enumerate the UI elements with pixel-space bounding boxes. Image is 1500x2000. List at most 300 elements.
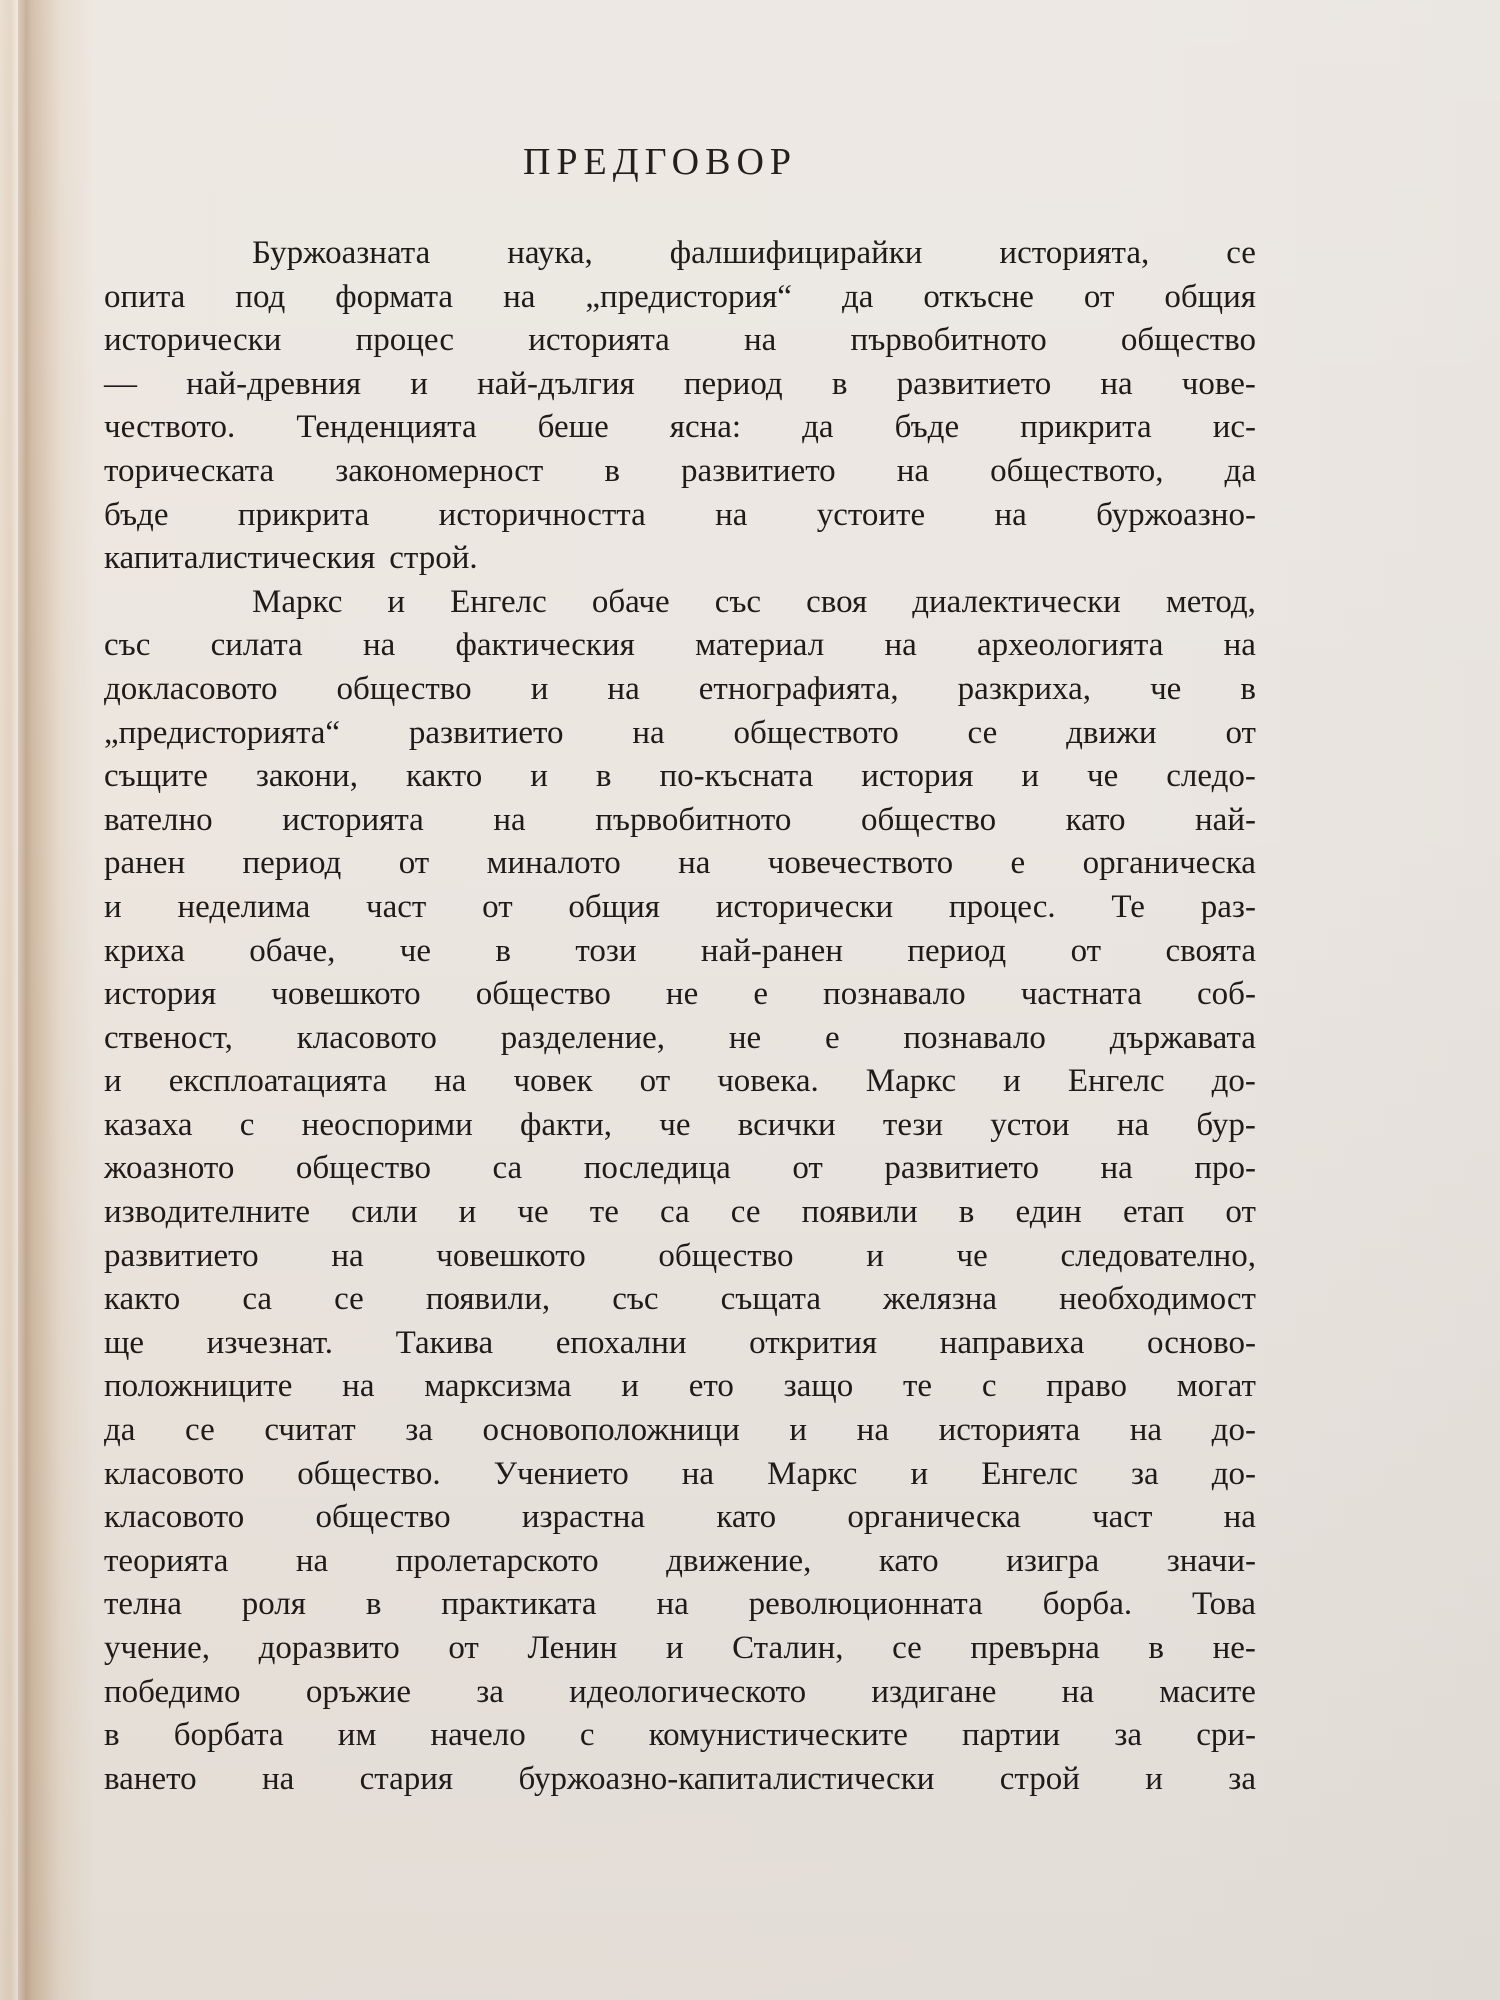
word: до-: [1211, 1412, 1256, 1449]
text-line: [104, 973, 1256, 1017]
word: идеологическото: [569, 1673, 807, 1710]
word: формата: [335, 278, 454, 315]
word: право: [1046, 1368, 1127, 1405]
word: следователно,: [1060, 1237, 1256, 1274]
text-line: [104, 1409, 1256, 1453]
word: своята: [1165, 932, 1256, 969]
word: движение,: [666, 1542, 812, 1579]
word: появили,: [425, 1281, 551, 1318]
word: докласовото: [104, 670, 278, 707]
word: и: [410, 365, 428, 402]
word: историята,: [999, 235, 1150, 271]
word: органическа: [847, 1499, 1021, 1536]
word: със: [104, 627, 151, 664]
word: неделима: [177, 888, 311, 925]
word: не: [728, 1019, 762, 1056]
text-line: [104, 1583, 1256, 1627]
word: и: [104, 888, 122, 925]
word: държавата: [1109, 1019, 1256, 1056]
word: партии: [962, 1717, 1061, 1754]
word: на: [1100, 1150, 1133, 1187]
word: един: [1015, 1194, 1082, 1231]
word: на: [1223, 627, 1256, 664]
word: фактическия: [455, 627, 635, 664]
word: Това: [1191, 1586, 1256, 1623]
word: етап: [1122, 1194, 1185, 1231]
word: най-ранен: [700, 932, 843, 969]
word: период: [242, 845, 342, 882]
word: като: [716, 1499, 777, 1536]
word: могат: [1176, 1368, 1256, 1405]
word: на: [1116, 1106, 1150, 1143]
word: практиката: [441, 1586, 597, 1623]
word: раз-: [1200, 888, 1256, 925]
word: те: [903, 1368, 933, 1405]
word: положниците: [104, 1368, 293, 1405]
text-line: [104, 1496, 1256, 1540]
word: закони,: [255, 758, 358, 795]
word: ще: [104, 1324, 145, 1361]
word: изигра: [1006, 1542, 1100, 1579]
text-line: [104, 1147, 1256, 1191]
word: превърна: [970, 1630, 1100, 1666]
word: човечеството: [767, 845, 954, 882]
word: история: [861, 758, 974, 795]
word: на: [994, 496, 1027, 533]
word: общество: [315, 1499, 451, 1536]
word: значи-: [1166, 1542, 1256, 1579]
word: бур-: [1196, 1106, 1256, 1143]
text-line: [104, 930, 1256, 974]
word: на: [503, 278, 536, 315]
word: са: [242, 1281, 273, 1318]
word: на: [342, 1368, 375, 1405]
word: е: [1010, 845, 1026, 882]
word: и: [1145, 1760, 1163, 1797]
word: и: [1003, 1063, 1021, 1100]
word: диалектически: [912, 583, 1121, 620]
word: и: [910, 1455, 929, 1492]
word: се: [334, 1281, 364, 1318]
word: изводителните: [104, 1194, 310, 1231]
word: на: [744, 322, 777, 359]
word: факти,: [520, 1106, 612, 1143]
word: общество: [860, 801, 997, 838]
word: Буржоазната: [252, 235, 431, 271]
word: появили: [801, 1194, 918, 1231]
word: че: [517, 1194, 549, 1231]
word: защо: [783, 1368, 854, 1405]
word: епохални: [555, 1324, 687, 1361]
text-line: [104, 319, 1256, 363]
word: Сталин,: [732, 1630, 844, 1666]
word: Маркс: [767, 1455, 858, 1492]
word: ис-: [1212, 409, 1256, 446]
page-gutter-shadow: [18, 0, 32, 2000]
word: направиха: [939, 1324, 1085, 1361]
word: ясна:: [669, 409, 742, 446]
word: на: [678, 845, 711, 882]
word: учение,: [104, 1630, 210, 1666]
word: силата: [210, 627, 303, 664]
word: да: [802, 409, 834, 446]
word: те: [589, 1194, 619, 1231]
word: Енгелс: [1067, 1063, 1165, 1100]
word: оръжие: [305, 1673, 411, 1710]
word: общество: [336, 670, 472, 707]
word: в: [495, 932, 511, 969]
word: на: [607, 670, 640, 707]
word: своя: [806, 583, 868, 620]
word: че: [399, 932, 432, 969]
word: същата: [720, 1281, 821, 1318]
word: етнографията,: [698, 670, 899, 707]
word: историчността: [438, 496, 646, 533]
word: телна: [104, 1586, 182, 1623]
word: в: [958, 1194, 975, 1231]
word: и: [530, 670, 549, 707]
word: изчезнат.: [206, 1324, 334, 1361]
word: осново-: [1146, 1324, 1256, 1361]
word: развитието: [408, 714, 564, 751]
word: човешкото: [271, 976, 421, 1013]
word: считат: [264, 1412, 356, 1449]
word: пролетарското: [395, 1542, 599, 1579]
word: от: [448, 1630, 479, 1666]
word: класовото: [104, 1499, 245, 1536]
word: комунистическите: [648, 1717, 908, 1754]
word: масите: [1159, 1673, 1256, 1710]
word: частната: [1020, 976, 1142, 1013]
word: и: [387, 583, 406, 620]
word: от: [639, 1063, 671, 1100]
text-line: [104, 1191, 1256, 1235]
word: процес: [355, 322, 454, 359]
word: познавало: [903, 1019, 1046, 1056]
word: на: [884, 627, 917, 664]
word: най-: [1195, 801, 1256, 838]
word: про-: [1194, 1150, 1256, 1187]
word: ето: [688, 1368, 734, 1405]
word: беше: [537, 409, 609, 446]
word: за: [1130, 1455, 1159, 1492]
word: Такива: [395, 1324, 494, 1361]
word: се: [967, 714, 998, 751]
word: обаче: [591, 583, 670, 620]
word: на: [1100, 365, 1133, 402]
word: експлоатацията: [168, 1063, 388, 1100]
text-line: [104, 537, 1256, 581]
word: фалшифицирайки: [669, 235, 923, 271]
word: да: [1224, 452, 1256, 489]
word: им: [337, 1717, 377, 1754]
word: и: [104, 1063, 122, 1100]
word: на: [295, 1542, 329, 1579]
word: доразвито: [258, 1630, 400, 1666]
word: общество.: [297, 1455, 441, 1492]
word: необходимост: [1059, 1281, 1256, 1318]
word: обществото,: [990, 452, 1164, 489]
word: капиталистическия: [104, 540, 376, 577]
word: обаче,: [249, 932, 336, 969]
word: период: [683, 365, 783, 402]
word: тези: [882, 1106, 944, 1143]
text-line: [104, 494, 1256, 538]
word: познавало: [823, 976, 966, 1013]
text-line: [104, 1540, 1256, 1584]
word: за: [405, 1412, 433, 1449]
word: по-късната: [659, 758, 814, 795]
word: този: [575, 932, 637, 969]
word: соб-: [1197, 976, 1256, 1013]
word: от: [1225, 714, 1256, 751]
word: Маркс: [252, 583, 343, 620]
word: —: [104, 365, 137, 402]
word: торическата: [104, 452, 275, 489]
word: и: [1021, 758, 1040, 795]
word: и: [665, 1630, 684, 1666]
word: метод,: [1165, 583, 1256, 620]
text-line: [104, 1060, 1256, 1104]
word: в: [831, 365, 848, 402]
word: на: [715, 496, 748, 533]
word: сри-: [1196, 1717, 1256, 1754]
word: прикрита: [1020, 409, 1152, 446]
word: като: [1065, 801, 1126, 838]
word: история: [104, 976, 217, 1013]
word: на: [632, 714, 665, 751]
word: не: [665, 976, 699, 1013]
word: не-: [1212, 1630, 1256, 1666]
word: на: [896, 452, 930, 489]
text-line: [104, 886, 1256, 930]
word: на: [362, 627, 396, 664]
text-line: [104, 1671, 1256, 1715]
word: до-: [1211, 1455, 1256, 1492]
text-line: [104, 1758, 1256, 1802]
text-line: [104, 668, 1256, 712]
word: е: [753, 976, 768, 1013]
word: е: [824, 1019, 840, 1056]
word: чове-: [1181, 365, 1256, 402]
word: за: [1228, 1760, 1256, 1797]
text-line: [104, 799, 1256, 843]
word: че: [1087, 758, 1119, 795]
word: открития: [749, 1324, 878, 1361]
text-line: [104, 712, 1256, 756]
word: се: [892, 1630, 922, 1666]
word: Маркс: [865, 1063, 957, 1100]
text-line: [104, 842, 1256, 886]
word: под: [235, 278, 286, 315]
word: израстна: [521, 1499, 646, 1536]
word: основоположници: [482, 1412, 740, 1449]
body-text: [104, 232, 1256, 1801]
text-line: [104, 406, 1256, 450]
word: класовото: [104, 1455, 245, 1492]
text-line: [104, 276, 1256, 320]
word: с: [981, 1368, 997, 1405]
word: на: [681, 1455, 715, 1492]
word: от: [1070, 932, 1102, 969]
word: развитието: [104, 1237, 259, 1274]
word: че: [659, 1106, 691, 1143]
word: и: [530, 758, 548, 795]
word: да: [104, 1412, 136, 1449]
word: на: [656, 1586, 689, 1623]
word: Учението: [493, 1455, 629, 1492]
word: марксизма: [424, 1368, 572, 1405]
text-line: [104, 1627, 1256, 1671]
word: прикрита: [237, 496, 370, 533]
word: в: [104, 1717, 120, 1754]
word: общество: [1120, 322, 1256, 359]
word: да: [841, 278, 874, 315]
text-line: [104, 1453, 1256, 1497]
word: опита: [104, 278, 186, 315]
word: откъсне: [923, 278, 1034, 315]
word: като: [878, 1542, 939, 1579]
word: общия: [568, 888, 660, 925]
text-line: [104, 581, 1256, 625]
word: всички: [737, 1106, 836, 1143]
word: в: [365, 1586, 382, 1623]
word: буржоазно-капиталистически: [518, 1760, 935, 1797]
word: както: [104, 1281, 181, 1318]
word: най-дългия: [477, 365, 635, 402]
word: органическа: [1082, 845, 1256, 882]
word: борбата: [173, 1717, 284, 1754]
word: и: [621, 1368, 639, 1405]
text-line: [104, 624, 1256, 668]
word: че: [956, 1237, 988, 1274]
word: до-: [1211, 1063, 1256, 1100]
word: най-древния: [186, 365, 362, 402]
word: историята: [282, 801, 424, 838]
text-line: [104, 1235, 1256, 1279]
word: че: [1150, 670, 1182, 707]
word: с: [579, 1717, 595, 1754]
word: за: [476, 1673, 504, 1710]
word: закономерност: [335, 452, 544, 489]
word: роля: [241, 1586, 306, 1623]
word: стария: [359, 1760, 454, 1797]
word: същите: [104, 758, 208, 795]
word: на: [856, 1412, 889, 1449]
word: победимо: [104, 1673, 241, 1710]
word: от: [398, 845, 430, 882]
word: чеството.: [104, 409, 236, 446]
word: ранен: [104, 845, 186, 882]
word: бъде: [894, 409, 960, 446]
word: жоазното: [104, 1150, 235, 1187]
text-line: [104, 363, 1256, 407]
word: процес.: [948, 888, 1056, 925]
word: Енгелс: [450, 583, 547, 620]
word: буржоазно-: [1096, 496, 1256, 533]
word: общество: [295, 1150, 431, 1187]
text-line: [104, 450, 1256, 494]
word: следо-: [1166, 758, 1256, 795]
word: първобитното: [850, 322, 1047, 359]
text-line: [104, 755, 1256, 799]
word: човека.: [717, 1063, 819, 1100]
word: Те: [1111, 888, 1145, 925]
word: разкриха,: [957, 670, 1092, 707]
word: на: [434, 1063, 467, 1100]
word: се: [185, 1412, 215, 1449]
word: устоите: [816, 496, 926, 533]
word: историята: [938, 1412, 1081, 1449]
word: Енгелс: [981, 1455, 1078, 1492]
word: със: [714, 583, 762, 620]
word: и: [866, 1237, 884, 1274]
word: казаха: [104, 1106, 193, 1143]
word: историята: [528, 322, 670, 359]
word: борба.: [1042, 1586, 1133, 1623]
word: исторически: [104, 322, 282, 359]
word: сили: [351, 1194, 418, 1231]
word: исторически: [715, 888, 894, 925]
word: археологията: [977, 627, 1164, 664]
word: на: [1061, 1673, 1094, 1710]
word: общество: [475, 976, 611, 1013]
word: на: [1223, 1499, 1256, 1536]
word: за: [1114, 1717, 1143, 1754]
word: част: [1092, 1499, 1153, 1536]
word: в: [604, 452, 620, 489]
text-line: [104, 1365, 1256, 1409]
word: ственост,: [104, 1019, 233, 1056]
word: както: [405, 758, 483, 795]
word: на: [331, 1237, 364, 1274]
word: в: [595, 758, 612, 795]
word: обществото: [733, 714, 899, 751]
text-line: [104, 1714, 1256, 1758]
word: строй: [999, 1760, 1080, 1797]
word: със: [612, 1281, 659, 1318]
word: в: [1240, 670, 1256, 707]
word: от: [1083, 278, 1115, 315]
text-line: [104, 1017, 1256, 1061]
word: човешкото: [436, 1237, 586, 1274]
word: развитието: [884, 1150, 1039, 1187]
word: човек: [513, 1063, 593, 1100]
text-line: [104, 1104, 1256, 1148]
word: миналото: [486, 845, 621, 882]
word: и: [789, 1412, 808, 1449]
word: Ленин: [527, 1630, 618, 1666]
word: „предисторията“: [104, 714, 341, 751]
word: криха: [104, 932, 185, 969]
word: класовото: [296, 1019, 437, 1056]
word: революционната: [748, 1586, 983, 1623]
word: движи: [1066, 714, 1157, 751]
word: устои: [990, 1106, 1070, 1143]
word: с: [239, 1106, 255, 1143]
word: от: [482, 888, 513, 925]
word: от: [792, 1150, 823, 1187]
word: се: [1226, 235, 1256, 271]
word: строй.: [389, 540, 478, 577]
word: от: [1225, 1194, 1256, 1231]
word: част: [366, 888, 427, 925]
word: първобитното: [595, 801, 792, 838]
word: неоспорими: [301, 1106, 473, 1143]
word: бъде: [104, 496, 169, 533]
word: на: [1129, 1412, 1163, 1449]
word: на: [493, 801, 526, 838]
